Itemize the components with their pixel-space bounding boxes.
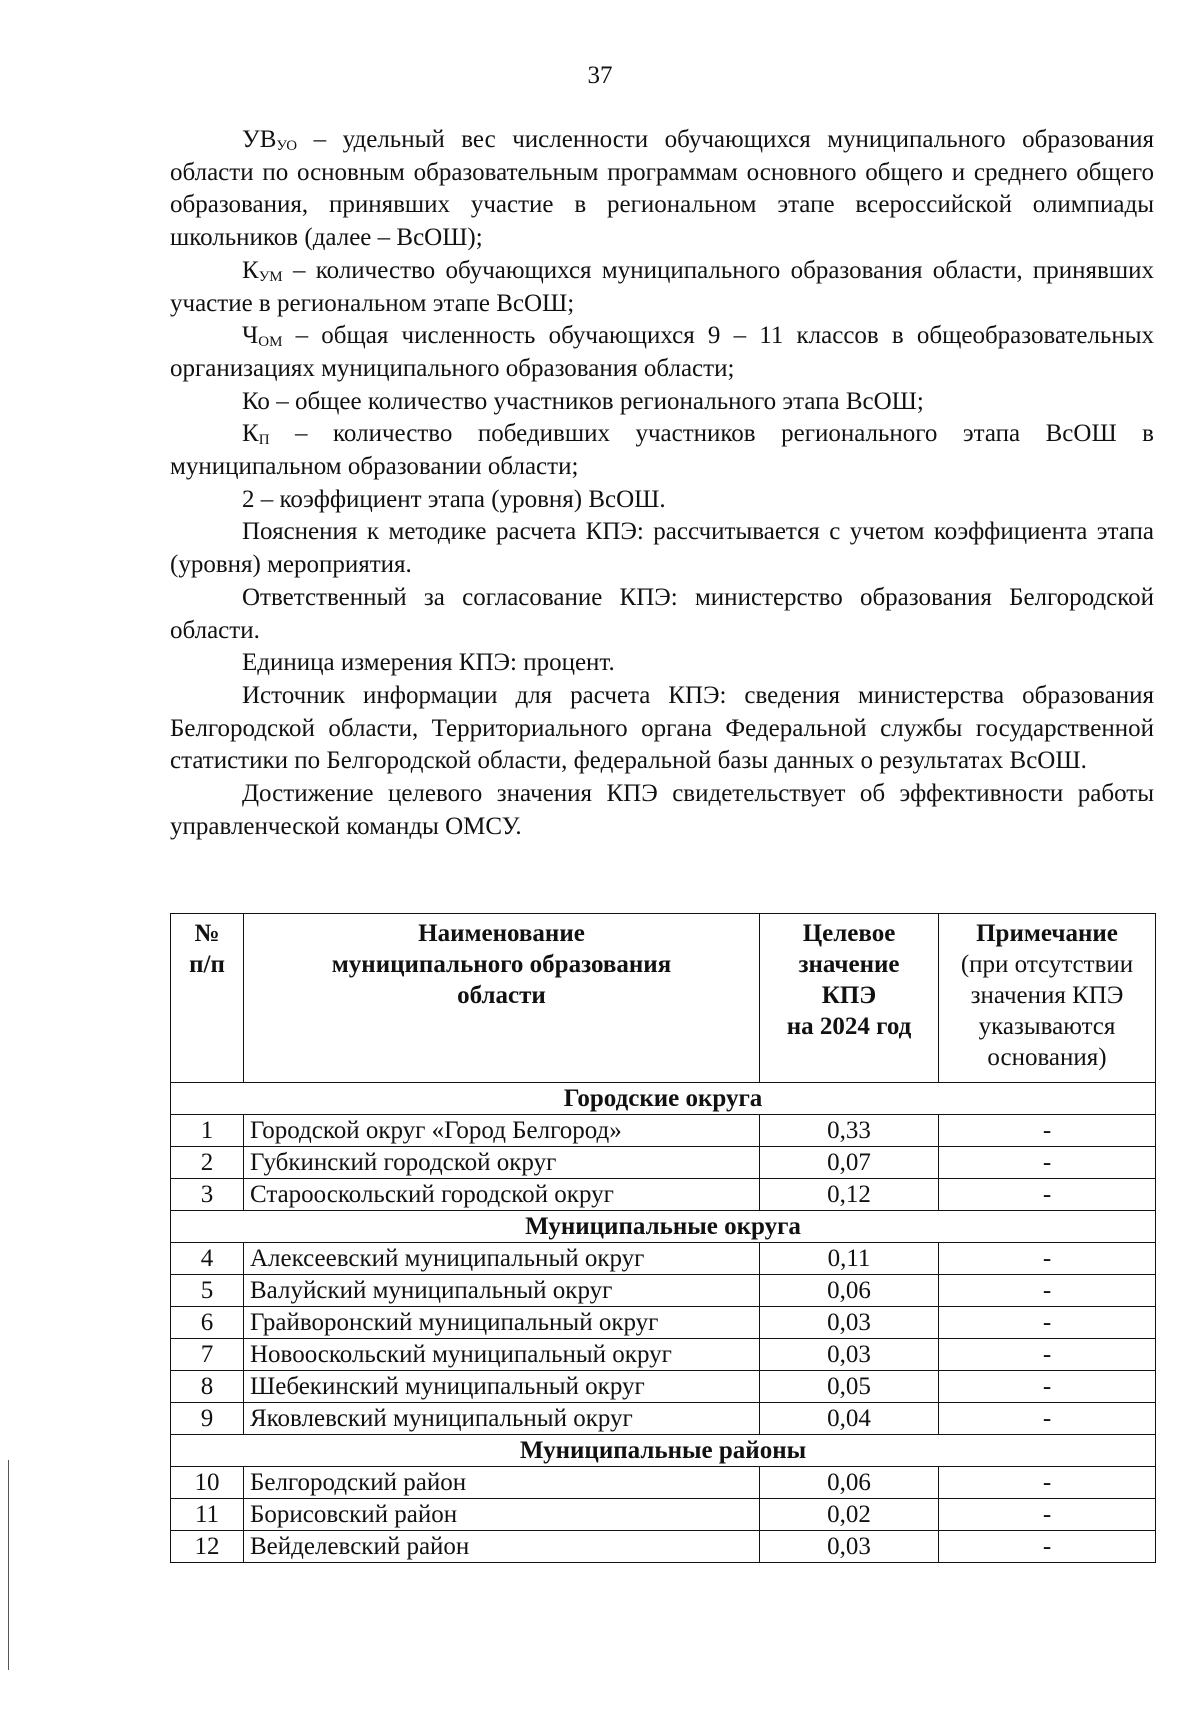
section-title: Городские округа — [171, 1083, 1156, 1115]
paragraph-text: – количество победивших участников регионального этапа ВсОШ в муниципальном образовании области; — [170, 420, 1154, 481]
formula-subscript: УО — [276, 138, 298, 154]
header-num: № п/п — [171, 914, 244, 1083]
cell-note: - — [939, 1147, 1156, 1179]
paragraph-text: Единица измерения КПЭ: процент. — [242, 649, 615, 677]
cell-num: 10 — [171, 1467, 244, 1499]
paragraph — [170, 255, 1154, 320]
cell-value: 0,06 — [760, 1467, 939, 1499]
formula-subscript: ОМ — [258, 334, 283, 351]
paragraph-text: Источник информации для расчета КПЭ: сведения министерства образования Белгородской области, Территориального органа Федеральной службы государственной статистики по Белгородской области, федеральной базы данных о результатах ВсОШ. — [170, 681, 1154, 775]
cell-name: Яковлевский муниципальный округ — [244, 1403, 760, 1435]
paragraph — [170, 418, 1154, 483]
table-row — [171, 1307, 1156, 1339]
table-row — [171, 1115, 1156, 1147]
cell-name: Борисовский район — [244, 1499, 760, 1531]
table-row — [171, 1531, 1156, 1563]
cell-name: Валуйский муниципальный округ — [244, 1275, 760, 1307]
kpi-table — [170, 913, 1156, 1563]
cell-note: - — [939, 1531, 1156, 1563]
cell-note: - — [939, 1115, 1156, 1147]
paragraph — [170, 484, 1154, 517]
cell-num: 2 — [171, 1147, 244, 1179]
section-title: Муниципальные районы — [171, 1435, 1156, 1467]
paragraph — [170, 516, 1154, 581]
cell-name: Губкинский городской округ — [244, 1147, 760, 1179]
paragraph-text: – коэффициент этапа (уровня) ВсОШ. — [254, 485, 666, 513]
cell-note: - — [939, 1371, 1156, 1403]
table-row — [171, 1467, 1156, 1499]
paragraph — [170, 778, 1154, 843]
cell-name: Старооскольский городской округ — [244, 1179, 760, 1211]
cell-note: - — [939, 1307, 1156, 1339]
cell-name: Шебекинский муниципальный округ — [244, 1371, 760, 1403]
table-row — [171, 1403, 1156, 1435]
paragraph-text: Ответственный за согласование КПЭ: министерство образования Белгородской области. — [170, 583, 1154, 644]
cell-name: Новооскольский муниципальный округ — [244, 1339, 760, 1371]
cell-num: 12 — [171, 1531, 244, 1563]
cell-note: - — [939, 1467, 1156, 1499]
paragraph-text: – общая численность обучающихся 9 – 11 классов в общеобразовательных организациях муниципального образования области; — [170, 322, 1154, 382]
cell-num: 7 — [171, 1339, 244, 1371]
table-header — [171, 914, 1156, 1083]
table-body — [171, 1083, 1156, 1563]
formula-term: К — [242, 420, 259, 448]
header-value: Целевое значение КПЭ на 2024 год — [760, 914, 939, 1083]
cell-note: - — [939, 1275, 1156, 1307]
paragraph — [170, 647, 1154, 680]
cell-note: - — [939, 1339, 1156, 1371]
table-row — [171, 1499, 1156, 1531]
cell-num: 6 — [171, 1307, 244, 1339]
paragraph-text: Достижение целевого значения КПЭ свидетельствует об эффективности работы управленческой команды ОМСУ. — [170, 780, 1154, 840]
cell-note: - — [939, 1499, 1156, 1531]
cell-name: Вейделевский район — [244, 1531, 760, 1563]
cell-num: 5 — [171, 1275, 244, 1307]
section-row — [171, 1083, 1156, 1115]
cell-name: Алексеевский муниципальный округ — [244, 1243, 760, 1275]
formula-subscript: УМ — [258, 268, 283, 285]
header-note — [939, 914, 1156, 1083]
cell-value: 0,33 — [760, 1115, 939, 1147]
table-row — [171, 1147, 1156, 1179]
header-note-subtitle: (при отсутствии значения КПЭ указываются основания) — [960, 951, 1134, 1071]
header-note-title: Примечание — [976, 920, 1118, 947]
cell-num: 11 — [171, 1499, 244, 1531]
cell-num: 9 — [171, 1403, 244, 1435]
formula-term: Ко — [242, 387, 270, 415]
formula-term: Ч — [242, 322, 259, 350]
header-row — [171, 914, 1156, 1083]
cell-name: Белгородский район — [244, 1467, 760, 1499]
cell-value: 0,11 — [760, 1243, 939, 1275]
paragraph — [170, 124, 1154, 255]
paragraph — [170, 582, 1154, 647]
cell-value: 0,04 — [760, 1403, 939, 1435]
table-row — [171, 1179, 1156, 1211]
paragraph-text: – количество обучающихся муниципального образования области, принявших участие в региональном этапе ВсОШ; — [170, 256, 1154, 317]
cell-note: - — [939, 1179, 1156, 1211]
header-name: Наименование муниципального образования области — [244, 914, 760, 1083]
cell-num: 3 — [171, 1179, 244, 1211]
cell-num: 8 — [171, 1371, 244, 1403]
cell-value: 0,06 — [760, 1275, 939, 1307]
cell-value: 0,03 — [760, 1339, 939, 1371]
cell-value: 0,07 — [760, 1147, 939, 1179]
formula-term: 2 — [242, 485, 255, 513]
cell-num: 4 — [171, 1243, 244, 1275]
table-row — [171, 1275, 1156, 1307]
cell-value: 0,02 — [760, 1499, 939, 1531]
cell-name: Городской округ «Город Белгород» — [244, 1115, 760, 1147]
document-body — [170, 124, 1154, 843]
table-row — [171, 1339, 1156, 1371]
cell-value: 0,03 — [760, 1531, 939, 1563]
paragraph — [170, 680, 1154, 778]
section-row — [171, 1435, 1156, 1467]
paragraph — [170, 320, 1154, 385]
paragraph — [170, 386, 1154, 419]
cell-num: 1 — [171, 1115, 244, 1147]
section-title: Муниципальные округа — [171, 1211, 1156, 1243]
page-number: 37 — [587, 62, 613, 89]
table-row — [171, 1243, 1156, 1275]
cell-value: 0,03 — [760, 1307, 939, 1339]
paragraph-text: – общее количество участников регионального этапа ВсОШ; — [269, 387, 924, 415]
cell-value: 0,12 — [760, 1179, 939, 1211]
formula-term: К — [242, 256, 259, 284]
formula-term: УВ — [242, 126, 277, 153]
cell-note: - — [939, 1243, 1156, 1275]
scan-margin-line — [8, 1460, 9, 1670]
section-row — [171, 1211, 1156, 1243]
cell-note: - — [939, 1403, 1156, 1435]
cell-name: Грайворонский муниципальный округ — [244, 1307, 760, 1339]
paragraph-text: – удельный вес численности обучающихся муниципального образования области по основным образовательным программам основного общего и среднего общего образования, принявших участие в региональном этапе всероссийской олимпиады школьников (далее – ВсОШ); — [170, 126, 1154, 252]
cell-value: 0,05 — [760, 1371, 939, 1403]
formula-subscript: П — [258, 432, 270, 449]
table-row — [171, 1371, 1156, 1403]
paragraph-text: Пояснения к методике расчета КПЭ: рассчитывается с учетом коэффициента этапа (уровня) мероприятия. — [170, 518, 1154, 579]
